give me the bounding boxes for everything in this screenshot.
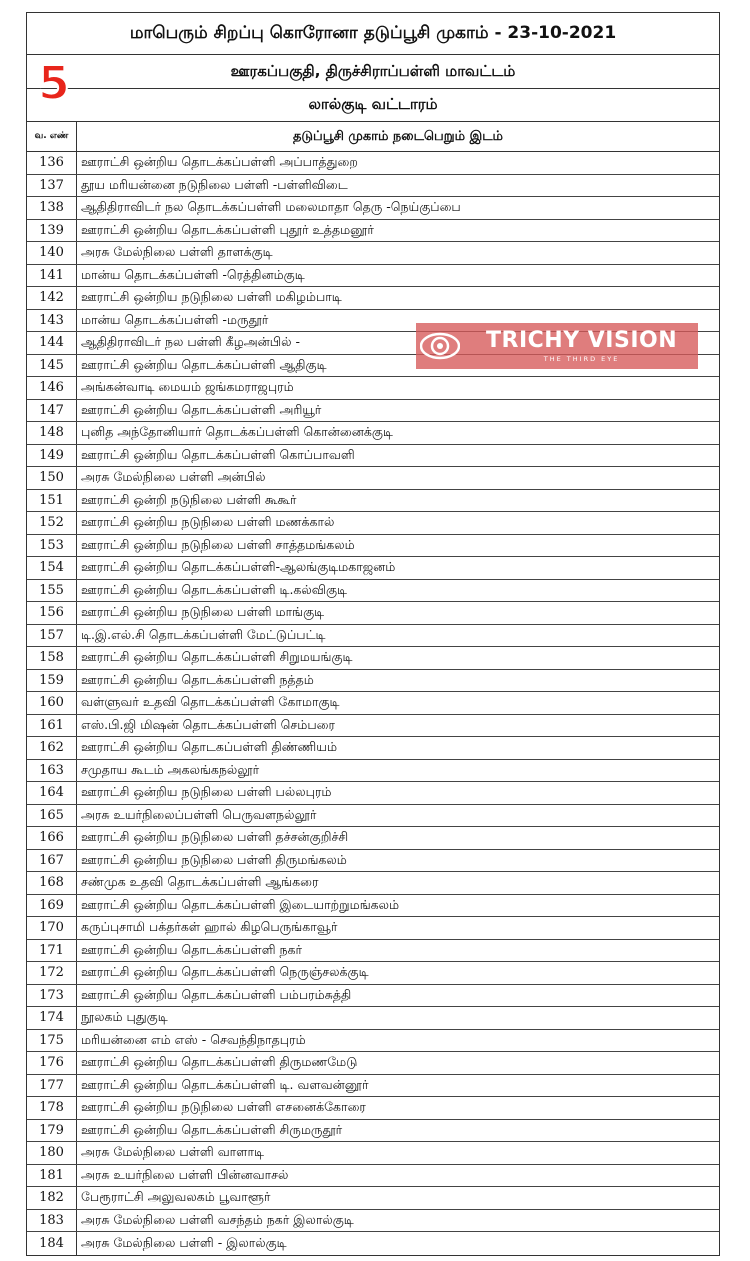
watermark-brand: TRICHY VISION: [486, 327, 678, 353]
serial-number-cell: 181: [27, 1165, 77, 1187]
table-row: [27, 557, 719, 580]
camp-location-cell: ஊராட்சி ஒன்றிய நடுநிலை பள்ளி திருமங்கலம்: [81, 851, 347, 867]
block-heading: லால்குடி வட்டாரம்: [27, 89, 719, 122]
camp-location-cell: ஊராட்சி ஒன்றிய தொடக்கப்பள்ளி அரியூர்: [81, 401, 322, 417]
table-row: [27, 1210, 719, 1233]
camp-location-cell: அரசு மேல்நிலை பள்ளி தாளக்குடி: [81, 244, 273, 260]
camp-location-cell: ஊராட்சி ஒன்றிய நடுநிலை பள்ளி எசனைக்கோரை: [81, 1099, 366, 1115]
table-row: [27, 985, 719, 1008]
serial-number-cell: 144: [27, 332, 77, 354]
table-row: [27, 782, 719, 805]
serial-number-cell: 180: [27, 1142, 77, 1164]
camp-location-cell: ஊராட்சி ஒன்றிய நடுநிலை பள்ளி மணக்கால்: [81, 514, 335, 530]
watermark-banner: [416, 323, 698, 369]
camp-location-cell: சமுதாய கூடம் அகலங்கநல்லூர்: [81, 761, 260, 777]
camp-location-cell: பேரூராட்சி அலுவலகம் பூவாளூர்: [81, 1189, 271, 1205]
table-row: [27, 602, 719, 625]
serial-number-cell: 151: [27, 490, 77, 512]
serial-number-cell: 162: [27, 737, 77, 759]
camp-location-cell: மான்ய தொடக்கப்பள்ளி -மருதூர்: [81, 311, 269, 327]
serial-number-cell: 153: [27, 535, 77, 557]
serial-number-cell: 138: [27, 197, 77, 219]
camp-location-cell: ஊராட்சி ஒன்றிய தொடக்கப்பள்ளி டி.கல்விகுடி: [81, 581, 347, 597]
table-row: [27, 827, 719, 850]
serial-number-cell: 146: [27, 377, 77, 399]
table-row: [27, 197, 719, 220]
table-row: [27, 535, 719, 558]
place-column-header: தடுப்பூசி முகாம் நடைபெறும் இடம்: [292, 128, 504, 144]
serial-number-cell: 167: [27, 850, 77, 872]
serial-number-cell: 173: [27, 985, 77, 1007]
camp-location-cell: அரசு உயர்நிலைப்பள்ளி பெருவளநல்லூர்: [81, 806, 317, 822]
camp-location-cell: கருப்புசாமி பக்தர்கள் ஹால் கிழபெருங்காவூர்: [81, 919, 338, 935]
table-row: [27, 737, 719, 760]
table-row: [27, 917, 719, 940]
camp-location-cell: ஊராட்சி ஒன்றிய தொடக்கப்பள்ளி நகர்: [81, 941, 303, 957]
table-row: [27, 1007, 719, 1030]
camp-location-cell: டி.இ.எல்.சி தொடக்கப்பள்ளி மேட்டுப்பட்டி: [81, 626, 326, 642]
camp-location-cell: ஊராட்சி ஒன்றிய நடுநிலை பள்ளி மகிழம்பாடி: [81, 289, 342, 305]
table-row: [27, 1232, 719, 1255]
camp-location-cell: ஊராட்சி ஒன்றிய தொடக்கப்பள்ளி அப்பாத்துறை: [81, 154, 358, 170]
district-subtitle: ஊரகப்பகுதி, திருச்சிராப்பள்ளி மாவட்டம்: [27, 55, 719, 89]
serial-number-cell: 141: [27, 265, 77, 287]
column-header-row: [27, 122, 719, 152]
camp-location-cell: ஊராட்சி ஒன்றிய நடுநிலை பள்ளி மாங்குடி: [81, 604, 325, 620]
camp-location-cell: ஊராட்சி ஒன்றிய தொடக்கப்பள்ளி புதூர் உத்தமனூர்: [81, 221, 374, 237]
camp-location-cell: எஸ்.பி.ஜி மிஷன் தொடக்கப்பள்ளி செம்பரை: [81, 716, 335, 732]
table-row: [27, 220, 719, 243]
serial-number-cell: 140: [27, 242, 77, 264]
serial-number-cell: 179: [27, 1120, 77, 1142]
serial-number-cell: 178: [27, 1097, 77, 1119]
serial-number-cell: 149: [27, 445, 77, 467]
serial-number-cell: 147: [27, 400, 77, 422]
table-row: [27, 850, 719, 873]
table-row: [27, 760, 719, 783]
serial-number-cell: 142: [27, 287, 77, 309]
table-row: [27, 1142, 719, 1165]
table-body: [27, 152, 719, 1255]
serial-number-cell: 143: [27, 310, 77, 332]
table-row: [27, 715, 719, 738]
table-row: [27, 1120, 719, 1143]
camp-location-cell: சண்முக உதவி தொடக்கப்பள்ளி ஆங்கரை: [81, 874, 319, 890]
serial-number-cell: 152: [27, 512, 77, 534]
serial-number-cell: 163: [27, 760, 77, 782]
serial-number-cell: 169: [27, 895, 77, 917]
camp-location-cell: ஊராட்சி ஒன்றிய தொடக்கப்பள்ளி கொப்பாவளி: [81, 446, 355, 462]
serial-column-header: வ. எண்: [27, 122, 77, 151]
table-row: [27, 175, 719, 198]
camp-location-cell: அரசு மேல்நிலை பள்ளி வசந்தம் நகர் இலால்குடி: [81, 1211, 354, 1227]
camp-location-cell: ஆதிதிராவிடர் நல தொடக்கப்பள்ளி மலைமாதா தெரு -நெய்குப்பை: [81, 199, 461, 215]
table-row: [27, 1187, 719, 1210]
camp-location-cell: ஊராட்சி ஒன்றிய தொடக்கப்பள்ளி டி. வளவன்னூர்: [81, 1076, 369, 1092]
serial-number-cell: 148: [27, 422, 77, 444]
table-row: [27, 152, 719, 175]
serial-number-cell: 165: [27, 805, 77, 827]
camp-location-cell: ஊராட்சி ஒன்றிய நடுநிலை பள்ளி பல்லபுரம்: [81, 784, 332, 800]
table-row: [27, 1075, 719, 1098]
page-title: மாபெரும் சிறப்பு கொரோனா தடுப்பூசி முகாம் - 23-10-2021: [27, 13, 719, 55]
table-row: [27, 1097, 719, 1120]
table-row: [27, 467, 719, 490]
camp-list-table: [26, 12, 720, 1256]
serial-number-cell: 176: [27, 1052, 77, 1074]
serial-number-cell: 184: [27, 1232, 77, 1255]
serial-number-cell: 157: [27, 625, 77, 647]
serial-number-cell: 182: [27, 1187, 77, 1209]
table-row: [27, 670, 719, 693]
camp-location-cell: அரசு மேல்நிலை பள்ளி அன்பில்: [81, 469, 266, 485]
table-row: [27, 647, 719, 670]
serial-number-cell: 172: [27, 962, 77, 984]
camp-location-cell: ஊராட்சி ஒன்றிய தொடக்கப்பள்ளி சிறுமயங்குடி: [81, 649, 353, 665]
camp-location-cell: அரசு மேல்நிலை பள்ளி வாளாடி: [81, 1144, 264, 1160]
serial-number-cell: 159: [27, 670, 77, 692]
camp-location-cell: ஆதிதிராவிடர் நல பள்ளி கீழஅன்பில் -: [81, 334, 301, 350]
table-row: [27, 422, 719, 445]
table-row: [27, 445, 719, 468]
camp-location-cell: அங்கன்வாடி மையம் ஜங்கமராஜபுரம்: [81, 379, 294, 395]
camp-location-cell: ஊராட்சி ஒன்றிய தொடகப்பள்ளி திண்ணியம்: [81, 739, 338, 755]
camp-location-cell: அரசு மேல்நிலை பள்ளி - இலால்குடி: [81, 1234, 287, 1250]
serial-number-cell: 160: [27, 692, 77, 714]
table-row: [27, 1052, 719, 1075]
table-row: [27, 1030, 719, 1053]
camp-location-cell: ஊராட்சி ஒன்றிய தொடக்கப்பள்ளி இடையாற்றுமங்கலம்: [81, 896, 400, 912]
camp-location-cell: வள்ளுவர் உதவி தொடக்கப்பள்ளி கோமாகுடி: [81, 694, 340, 710]
serial-number-cell: 177: [27, 1075, 77, 1097]
serial-number-cell: 156: [27, 602, 77, 624]
serial-number-cell: 161: [27, 715, 77, 737]
table-row: [27, 242, 719, 265]
serial-number-cell: 145: [27, 355, 77, 377]
serial-number-cell: 170: [27, 917, 77, 939]
camp-location-cell: ஊராட்சி ஒன்றிய தொடக்கப்பள்ளி-ஆலங்குடிமகாஜனம்: [81, 559, 396, 575]
table-row: [27, 265, 719, 288]
serial-number-cell: 171: [27, 940, 77, 962]
watermark-tagline: THE THIRD EYE: [543, 355, 620, 364]
table-row: [27, 940, 719, 963]
camp-location-cell: ஊராட்சி ஒன்றிய நடுநிலை பள்ளி தச்சன்குறிச்சி: [81, 829, 349, 845]
table-row: [27, 1165, 719, 1188]
camp-location-cell: மரியன்னை எம் எஸ் - செவந்திநாதபுரம்: [81, 1031, 306, 1047]
table-row: [27, 692, 719, 715]
table-row: [27, 895, 719, 918]
camp-location-cell: ஊராட்சி ஒன்றிய நடுநிலை பள்ளி சாத்தமங்கலம்: [81, 536, 355, 552]
serial-number-cell: 139: [27, 220, 77, 242]
table-row: [27, 625, 719, 648]
table-row: [27, 287, 719, 310]
camp-location-cell: ஊராட்சி ஒன்றி நடுநிலை பள்ளி கூகூர்: [81, 491, 297, 507]
serial-number-cell: 168: [27, 872, 77, 894]
serial-number-cell: 174: [27, 1007, 77, 1029]
serial-number-cell: 158: [27, 647, 77, 669]
camp-location-cell: அரசு உயர்நிலை பள்ளி பின்னவாசல்: [81, 1166, 289, 1182]
table-row: [27, 490, 719, 513]
camp-location-cell: ஊராட்சி ஒன்றிய தொடக்கப்பள்ளி சிருமருதூர்: [81, 1121, 343, 1137]
serial-number-cell: 164: [27, 782, 77, 804]
serial-number-cell: 137: [27, 175, 77, 197]
camp-location-cell: மான்ய தொடக்கப்பள்ளி -ரெத்தினம்குடி: [81, 266, 305, 282]
camp-location-cell: ஊராட்சி ஒன்றிய தொடக்கப்பள்ளி பம்பரம்சுத்தி: [81, 986, 352, 1002]
table-row: [27, 512, 719, 535]
serial-number-cell: 155: [27, 580, 77, 602]
table-row: [27, 805, 719, 828]
serial-number-cell: 166: [27, 827, 77, 849]
camp-location-cell: ஊராட்சி ஒன்றிய தொடக்கப்பள்ளி ஆதிகுடி: [81, 356, 327, 372]
serial-number-cell: 150: [27, 467, 77, 489]
camp-location-cell: நூலகம் புதுகுடி: [81, 1009, 168, 1025]
camp-location-cell: ஊராட்சி ஒன்றிய தொடக்கப்பள்ளி நெருஞ்சலக்குடி: [81, 964, 369, 980]
camp-location-cell: ஊராட்சி ஒன்றிய தொடக்கப்பள்ளி நத்தம்: [81, 671, 314, 687]
serial-number-cell: 136: [27, 152, 77, 174]
table-row: [27, 377, 719, 400]
serial-number-cell: 175: [27, 1030, 77, 1052]
camp-location-cell: புனித அந்தோனியார் தொடக்கப்பள்ளி கொன்னைக்குடி: [81, 424, 393, 440]
table-row: [27, 400, 719, 423]
page-number-badge: 5: [38, 56, 71, 110]
table-row: [27, 962, 719, 985]
serial-number-cell: 154: [27, 557, 77, 579]
table-row: [27, 580, 719, 603]
table-row: [27, 872, 719, 895]
serial-number-cell: 183: [27, 1210, 77, 1232]
camp-location-cell: தூய மரியன்னை நடுநிலை பள்ளி -பள்ளிவிடை: [81, 176, 348, 192]
camp-location-cell: ஊராட்சி ஒன்றிய தொடக்கப்பள்ளி திருமணமேடு: [81, 1054, 358, 1070]
eye-logo-icon: [420, 326, 460, 366]
